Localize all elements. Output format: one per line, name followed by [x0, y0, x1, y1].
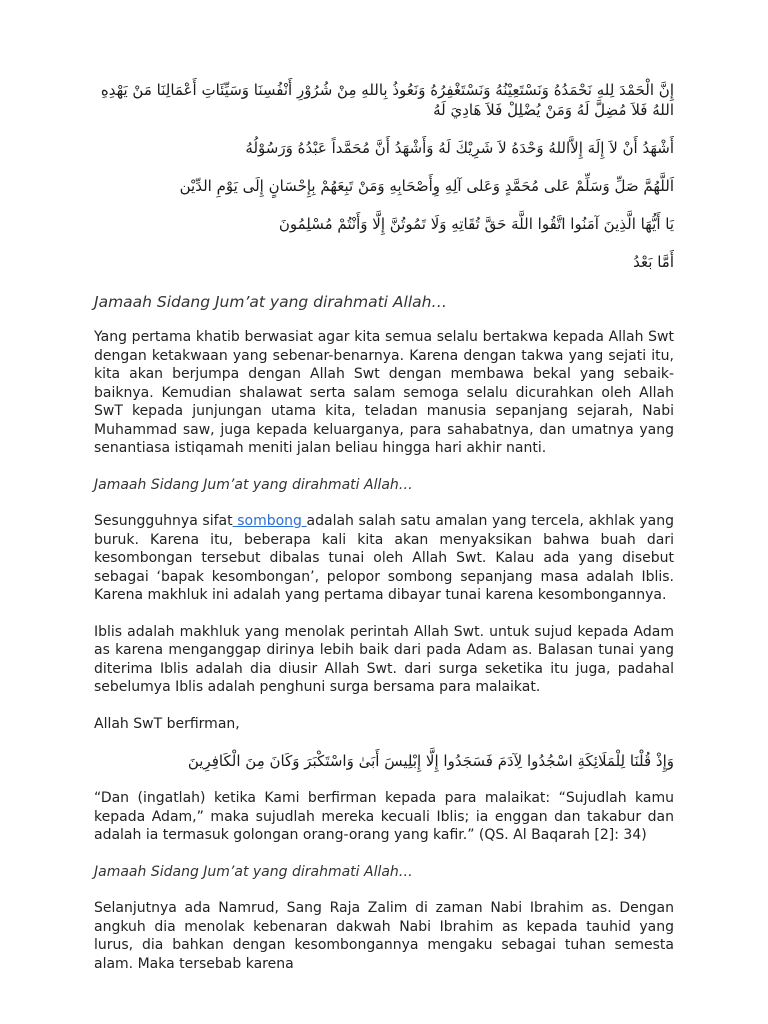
arabic-shahada: أَشْهَدُ أَنْ لاَ إِلَهَ إِلاَّاللهُ وَحْدَهُ لاَ شَرِيْكَ لَهُ وَأَشْهَدُ أَنَّ مُحَمَّداً عَبْدُهُ وَرَسُوْلُهُ — [245, 139, 674, 157]
paragraph-4: Allah SwT berfirman, — [94, 715, 240, 732]
sombong-link[interactable]: sombong — [232, 513, 307, 529]
section-heading-3: Jamaah Sidang Jum’at yang dirahmati Allah… — [94, 863, 413, 880]
paragraph-2 — [94, 512, 674, 605]
arabic-shalawat: اَللَّهُمَّ صَلِّ وَسَلِّمْ عَلى مُحَمَّدٍ وَعَلى آلِهِ وِأَصْحَابِهِ وَمَنْ تَبِعَهُمْ بِإِحْسَانٍ إِلَى يَوْمِ الدِّيْن — [179, 177, 674, 195]
section-heading-2: Jamaah Sidang Jum’at yang dirahmati Allah… — [94, 476, 413, 493]
section-heading-1: Jamaah Sidang Jum’at yang dirahmati Allah… — [94, 293, 447, 311]
paragraph-1: Yang pertama khatib berwasiat agar kita semua selalu bertakwa kepada Allah Swt dengan ketakwaan yang sebenar-benarnya. Karena dengan takwa yang sejati itu, kita akan berjumpa dengan Allah Swt dengan membawa bekal yang sebaik-baiknya. Kemudian shalawat serta salam semoga selalu dicurahkan oleh Allah SwT kepada junjungan utama kita, teladan manusia sepanjang sejarah, Nabi Muhammad saw, juga kepada keluarganya, para sahabatnya, dan umatnya yang senantiasa istiqamah meniti jalan beliau hingga hari akhir nanti. — [94, 329, 674, 456]
arabic-amma-badu: أَمَّا بَعْدُ — [633, 253, 674, 271]
paragraph-6: Selanjutnya ada Namrud, Sang Raja Zalim di zaman Nabi Ibrahim as. Dengan angkuh dia menolak kebenaran dakwah Nabi Ibrahim as kepada tauhid yang lurus, dia bahkan dengan kesombongannya mengaku sebagai tuhan semesta alam. Maka tersebab karena — [94, 900, 674, 972]
paragraph-5-translation: “Dan (ingatlah) ketika Kami berfirman kepada para malaikat: “Sujudlah kamu kepada Adam,” maka sujudlah mereka kecuali Iblis; ia enggan dan takabur dan adalah ia termasuk golongan orang-orang yang kafir.” (QS. Al Baqarah [2]: 34) — [94, 790, 674, 843]
paragraph-2-rest: adalah salah satu amalan yang tercela, akhlak yang buruk. Karena itu, beberapa kali kita akan menyaksikan bahwa buah dari kesombongan tersebut dibalas tunai oleh Allah Swt. Kalau ada yang disebut sebagai ‘bapak kesombongan’, pelopor sombong sepanjang masa adalah Iblis. Karena makhluk ini adalah yang pertama dibayar tunai karena kesombongannya. — [94, 513, 674, 603]
arabic-opening-praise: إِنَّ الْحَمْدَ لِلهِ نَحْمَدُهُ وَنَسْتَعِيْنُهُ وَنَسْتَغْفِرُهُ وَنَعُوذُ بِاللهِ مِنْ شُرُوْرِ أَنْفُسِنَا وَسَيِّئَاتِ أَعْمَالِنَا مَنْ يَهْدِهِ اللهُ فَلاَ مُضِلَّ لَهُ وَمَنْ يُضْلِلْ فَلاَ هَادِيَ لَهُ — [100, 81, 674, 119]
paragraph-2-start: Sesungguhnya sifat — [94, 513, 233, 529]
arabic-taqwa-verse: يَا أَيُّهَا الَّذِينَ آمَنُوا اتَّقُوا اللَّهَ حَقَّ تُقَاتِهِ وَلَا تَمُوتُنَّ إِلَّا وَأَنْتُمْ مُسْلِمُونَ — [278, 215, 674, 233]
paragraph-3: Iblis adalah makhluk yang menolak perintah Allah Swt. untuk sujud kepada Adam as karena menganggap dirinya lebih baik dari pada Adam as. Balasan tunai yang diterima Iblis adalah dia diusir Allah Swt. dari surga seketika itu juga, padahal sebelumya Iblis adalah penghuni surga bersama para malaikat. — [94, 623, 674, 695]
arabic-quran-verse: وَإِذْ قُلْنَا لِلْمَلَائِكَةِ اسْجُدُوا لِآدَمَ فَسَجَدُوا إِلَّا إِبْلِيسَ أَبَىٰ وَاسْتَكْبَرَ وَكَانَ مِنَ الْكَافِرِينَ — [187, 752, 674, 770]
